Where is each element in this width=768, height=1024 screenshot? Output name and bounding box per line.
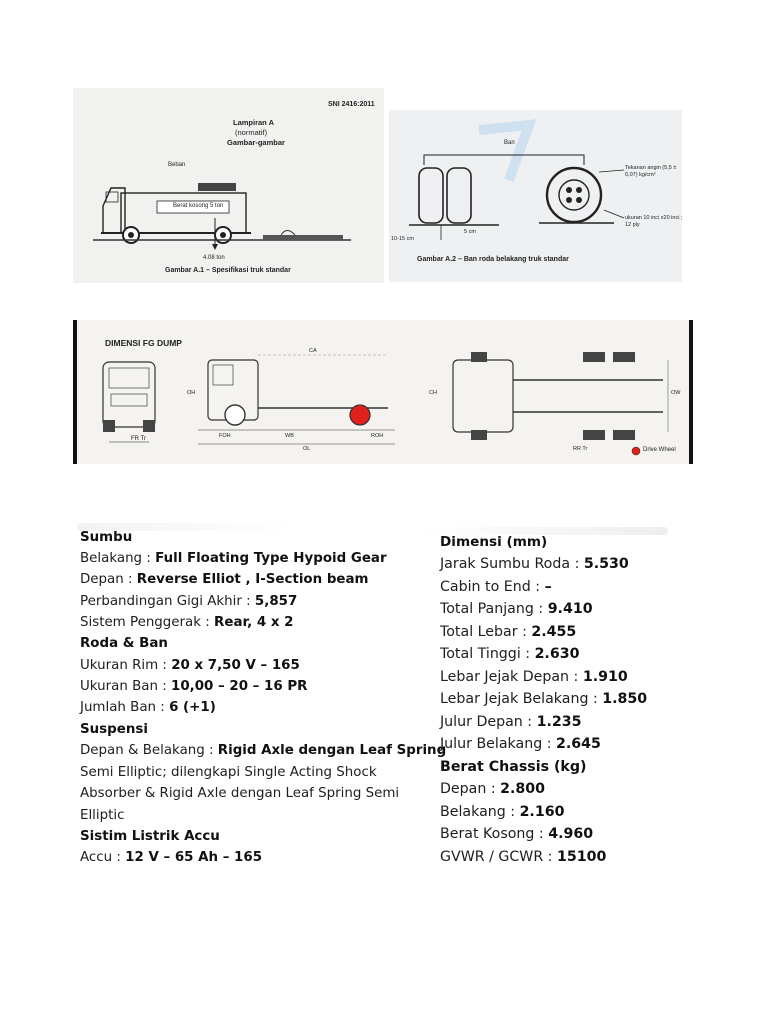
spec-total-tinggi: Total Tinggi : 2.630 [440, 646, 580, 662]
fg-dump-drawing [73, 320, 693, 464]
spec-ukuran-rim: Ukuran Rim : 20 x 7,50 V – 165 [80, 658, 300, 673]
spec-ukuran-ban: Ukuran Ban : 10,00 – 20 – 16 PR [80, 679, 308, 694]
figure-caption-a1: Gambar A.1 – Spesifikasi truk standar [165, 267, 291, 274]
dump-title: DIMENSI FG DUMP [105, 338, 182, 348]
label-beban: Beban [168, 162, 186, 168]
spec-depan: Depan : Reverse Elliot , I-Section beam [80, 572, 369, 587]
heading-sistim-listrik: Sistim Listrik Accu [80, 829, 220, 844]
standard-number: SNI 2416:2011 [328, 101, 375, 108]
spec-suspensi-line-2: Semi Elliptic; dilengkapi Single Acting Shock [80, 765, 377, 780]
legend-drive-wheel: Drive Wheel [643, 447, 676, 453]
spec-jarak-sumbu-roda: Jarak Sumbu Roda : 5.530 [440, 556, 629, 572]
figure-title-3: Gambar-gambar [227, 138, 285, 147]
spec-sistem-penggerak: Sistem Penggerak : Rear, 4 x 2 [80, 615, 294, 630]
spec-perbandingan-gigi: Perbandingan Gigi Akhir : 5,857 [80, 594, 298, 609]
standard-truck-figure [73, 88, 384, 283]
spec-jumlah-ban: Jumlah Ban : 6 (+1) [80, 700, 216, 715]
truck-side-drawing [73, 88, 384, 283]
label-ch: CH [429, 390, 437, 396]
spec-suspensi-line-4: Elliptic [80, 808, 125, 823]
spec-julur-depan: Julur Depan : 1.235 [440, 714, 582, 730]
spec-berat-kosong: Berat Kosong : 4.960 [440, 826, 594, 842]
spec-berat-belakang: Belakang : 2.160 [440, 804, 565, 820]
label-ol: OL [303, 446, 311, 452]
label-fr-tr: FR Tr [131, 436, 146, 442]
label-ow: OW [671, 390, 681, 396]
figure-title-1: Lampiran A [233, 118, 274, 127]
spec-lebar-jejak-belakang: Lebar Jejak Belakang : 1.850 [440, 691, 648, 707]
label-oh: OH [187, 390, 196, 396]
heading-berat-chassis: Berat Chassis (kg) [440, 759, 587, 775]
specs-left-column [80, 530, 447, 870]
label-tire-pressure: Tekanan angin (5,5 ± 0,07) kg/cm² [625, 165, 677, 178]
spec-belakang: Belakang : Full Floating Type Hypoid Gear [80, 551, 387, 566]
heading-suspensi: Suspensi [80, 722, 148, 737]
spec-berat-depan: Depan : 2.800 [440, 781, 546, 797]
spec-suspensi-line-1: Depan & Belakang : Rigid Axle dengan Leaf Spring [80, 743, 447, 758]
spec-lebar-jejak-depan: Lebar Jejak Depan : 1.910 [440, 669, 628, 685]
label-ca: CA [309, 348, 317, 354]
spec-accu: Accu : 12 V – 65 Ah – 165 [80, 850, 263, 865]
label-rr-tr: RR Tr [573, 446, 588, 452]
spec-total-panjang: Total Panjang : 9.410 [440, 601, 593, 617]
spec-julur-belakang: Julur Belakang : 2.645 [440, 736, 601, 752]
spec-gvwr-gcwr: GVWR / GCWR : 15100 [440, 849, 607, 865]
label-axle-load: 4.08 ton [203, 255, 225, 261]
spec-cabin-to-end: Cabin to End : – [440, 579, 552, 595]
spec-suspensi-line-3: Absorber & Rigid Axle dengan Leaf Spring Semi [80, 786, 400, 801]
figure-caption-a2: Gambar A.2 – Ban roda belakang truk standar [417, 256, 569, 263]
figure-title-2: (normatif) [235, 128, 268, 137]
label-tire-size: ukuran 10 inci x20 inci ; 12 ply [625, 215, 683, 228]
label-ban: Ban [504, 140, 515, 146]
label-10-15cm: 10-15 cm [391, 236, 414, 242]
label-roh: ROH [371, 433, 384, 439]
fg-dump-dimension-figure [73, 320, 693, 464]
label-wb: WB [285, 433, 294, 439]
heading-dimensi: Dimensi (mm) [440, 534, 548, 550]
rear-tire-figure [389, 110, 682, 282]
label-berat-kosong: Berat kosong 5 ton [173, 203, 224, 209]
specs-right-column [440, 534, 700, 874]
heading-roda-ban: Roda & Ban [80, 636, 168, 651]
spec-total-lebar: Total Lebar : 2.455 [440, 624, 577, 640]
label-foh: FOH [219, 433, 231, 439]
heading-sumbu: Sumbu [80, 530, 133, 545]
label-5cm: 5 cm [464, 229, 476, 235]
